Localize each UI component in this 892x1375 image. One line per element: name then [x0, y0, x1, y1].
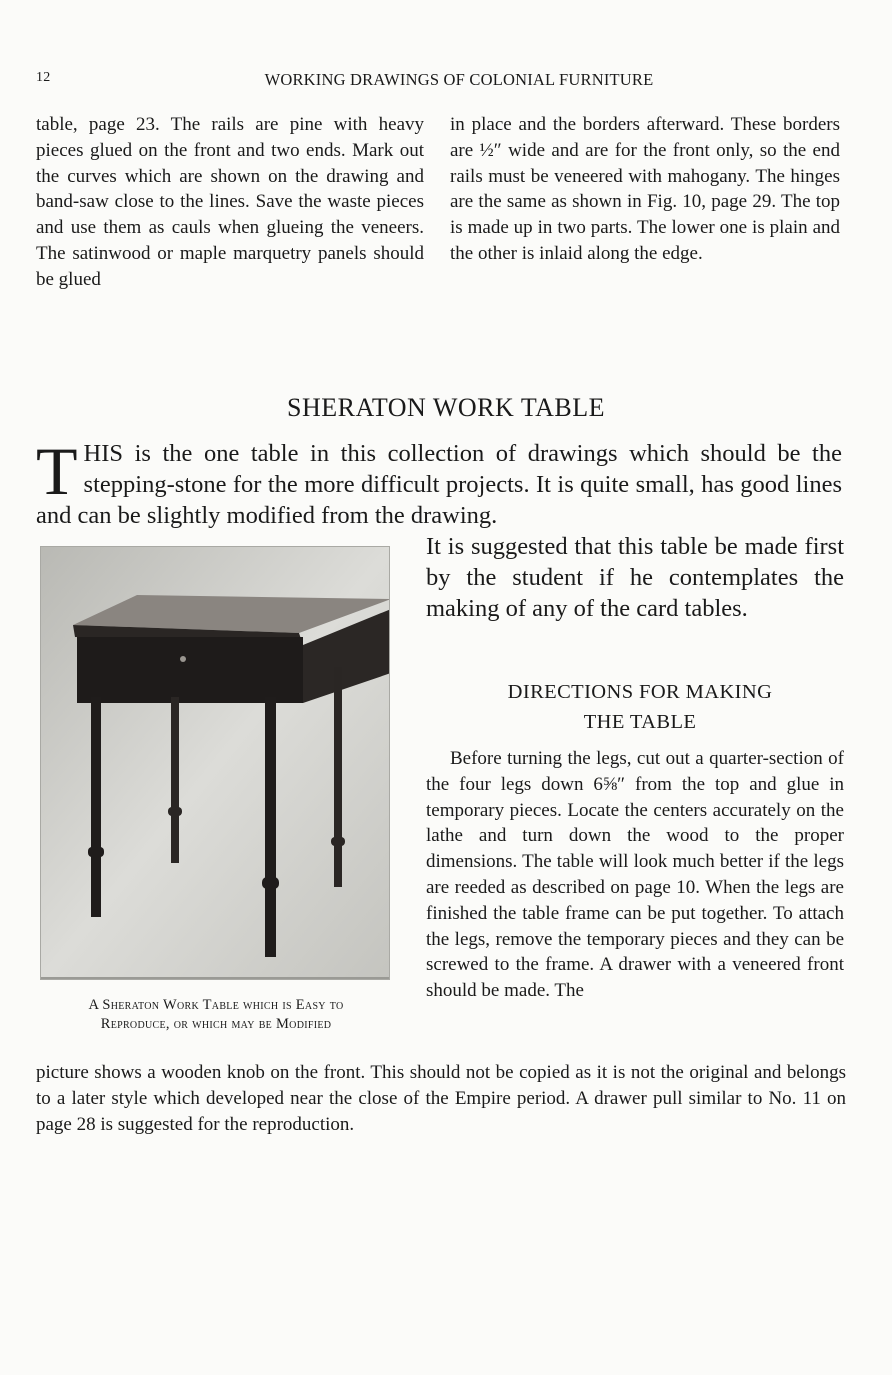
intro-text: HIS is the one table in this collection of drawings which should be the stepping-stone for the more difficult projects. It is quite small, has good lines and can be slightly modified from the drawing. — [36, 440, 842, 529]
top-left-paragraph: table, page 23. The rails are pine with heavy pieces glued on the front and two ends. Mark out the curves which are shown on the drawing and band-saw close to the lines. Save the waste pieces and use them as cauls when glueing the veneers. The satinwood or maple marquetry panels should be glued — [36, 114, 424, 290]
directions-body-right — [426, 746, 844, 1004]
sheraton-table-image — [41, 547, 390, 980]
section-title: SHERATON WORK TABLE — [287, 393, 605, 422]
top-right-paragraph: in place and the borders afterward. These borders are ½″ wide and are for the front only, so the end rails must be veneered with mahogany. The hinges are the same as shown in Fig. 10, page 29. The top is made up in two parts. The lower one is plain and the other is inlaid along the edge. — [450, 114, 840, 264]
directions-heading-line-2: THE TABLE — [583, 711, 697, 733]
directions-heading-line-1: DIRECTIONS FOR MAKING — [507, 681, 773, 703]
directions-paragraph-continued: picture shows a wooden knob on the front. This should not be copied as it is not the original and belongs to a later style which developed near the close of the Empire period. A drawer pull similar to No. 11 on page 28 is suggested for the reproduction. — [36, 1062, 846, 1135]
directions-paragraph: Before turning the legs, cut out a quarter-section of the four legs down 6⅝″ from the top and glue in temporary pieces. Locate the centers accurately on the lathe and turn down the wood to the proper dimensions. The table will look much better if the legs are reeded as described on page 10. When the legs are finished the table frame can be put together. To attach the legs, remove the temporary pieces and they can be screwed to the frame. A drawer with a veneered front should be made. The — [426, 748, 844, 1002]
figure-caption — [36, 996, 396, 1034]
top-left-column — [36, 112, 424, 293]
directions-body-full — [36, 1060, 846, 1137]
section-intro — [36, 433, 842, 531]
intro-continued — [426, 531, 844, 624]
directions-heading — [440, 677, 840, 737]
table-photograph — [40, 546, 390, 980]
intro-continued-text: It is suggested that this table be made first by the student if he contemplates the making of any of the card tables. — [426, 533, 844, 622]
page-number: 12 — [36, 70, 51, 85]
page-header — [36, 70, 846, 92]
caption-line-2: Reproduce, or which may be Modified — [100, 1016, 332, 1032]
caption-line-1: A Sheraton Work Table which is Easy to — [88, 997, 344, 1013]
drop-cap: T — [36, 433, 78, 509]
running-head: WORKING DRAWINGS OF COLONIAL FURNITURE — [264, 70, 654, 89]
top-right-column — [450, 112, 840, 267]
